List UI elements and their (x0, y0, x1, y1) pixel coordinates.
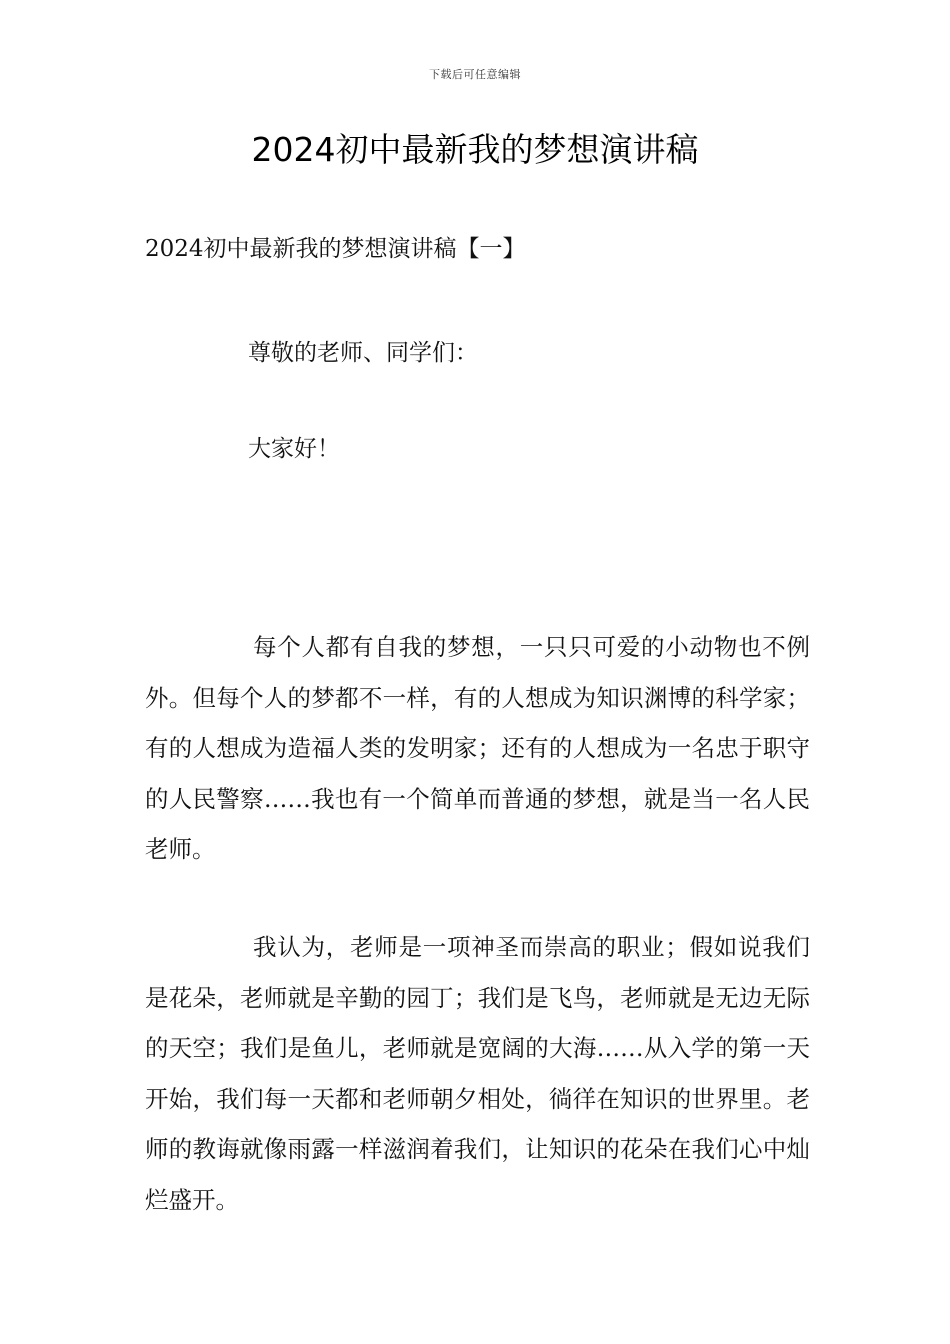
document-title: 2024初中最新我的梦想演讲稿 (251, 130, 699, 169)
section-heading: 2024初中最新我的梦想演讲稿【一】 (145, 236, 526, 262)
greeting: 大家好！ (248, 436, 340, 462)
salutation: 尊敬的老师、同学们： (248, 340, 478, 366)
header-note: 下载后可任意编辑 (429, 68, 521, 81)
body-paragraph: 每个人都有自我的梦想，一只只可爱的小动物也不例外。但每个人的梦都不一样，有的人想成为知识渊博的科学家；有的人想成为造福人类的发明家；还有的人想成为一名忠于职守的人民警察……我也有一个简单而普通的梦想，就是当一名人民老师。 (145, 633, 810, 864)
body-paragraph: 我认为，老师是一项神圣而崇高的职业；假如说我们是花朵，老师就是辛勤的园丁；我们是飞鸟，老师就是无边无际的天空；我们是鱼儿，老师就是宽阔的大海……从入学的第一天开始，我们每一天都和老师朝夕相处，徜徉在知识的世界里。老师的教诲就像雨露一样滋润着我们，让知识的花朵在我们心中灿烂盛开。 (145, 933, 810, 1214)
